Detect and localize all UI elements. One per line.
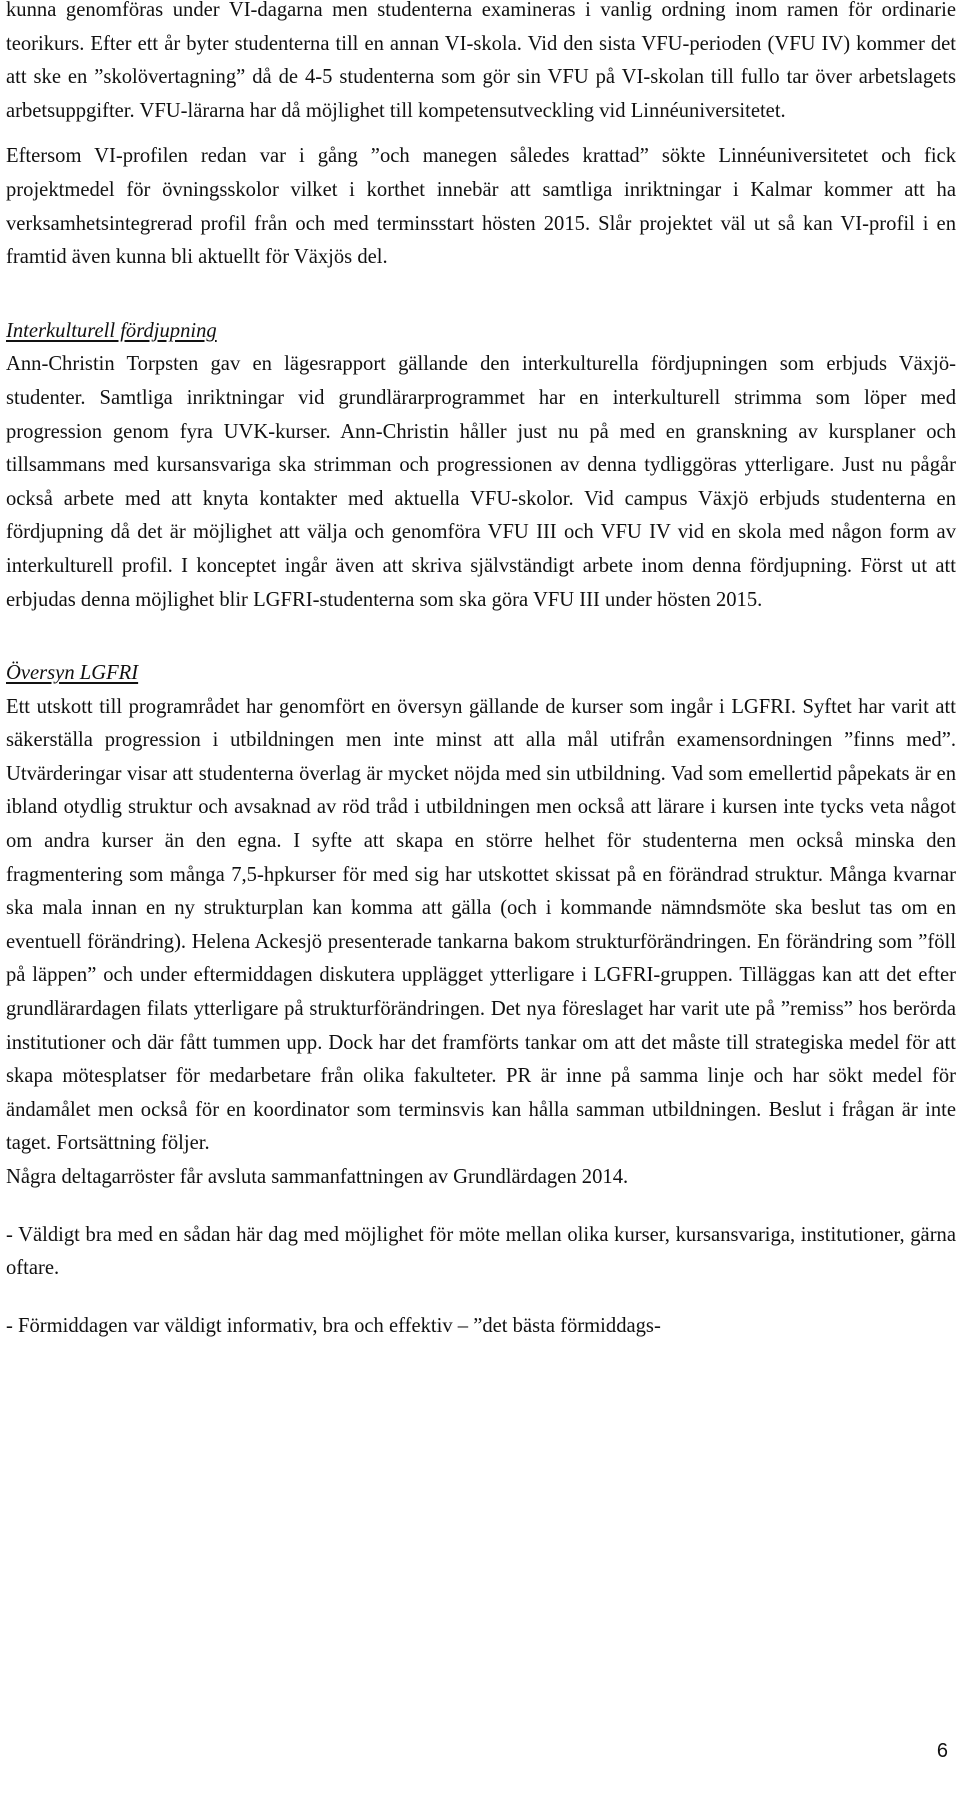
paragraph-oversyn: Ett utskott till programrådet har genomfört en översyn gällande de kurser som ingår i LGFRI. Syftet har varit att säkerställa progression i utbildningen men inte minst att alla mål utifrån examensordningen ”finns med”. Utvärderingar visar att studenterna överlag är mycket nöjda med sin utbildning. Vad som emellertid påpekats är en ibland otydlig struktur och avsaknad av röd tråd i utbildningen men också att lärare i kursen inte tycks veta något om andra kurser än den egna. I syfte att skapa en större helhet för studenterna men också minska den fragmentering som många 7,5-hpkurser för med sig har utskottet skissat på en förändrad struktur. Många kvarnar ska mala innan en ny strukturplan kan komma att gälla (och i kommande nämndsmöte ska beslut tas om en eventuell förändring). Helena Ackesjö presenterade tankarna bakom strukturförändringen. En förändring som ”föll på läppen” och under eftermiddagen diskutera upplägget ytterligare i LGFRI-gruppen. Tilläggas kan att det efter grundlärardagen filats ytterligare på strukturförändringen. Det nya föreslaget har varit ute på ”remiss” hos berörda institutioner och där fått tummen upp. Dock har det framförts tankar om att det måste till strategiska medel för att skapa mötesplatser för medarbetare från olika fakulteter. PR är inne på samma linje och har sökt medel för ändamålet men också för en koordinator som terminsvis kan hålla samman utbildningen. Beslut i frågan är inte taget. Fortsättning följer.: [6, 695, 956, 1155]
section-heading-interkulturell: Interkulturell fördjupning: [6, 319, 217, 342]
paragraph-interkulturell: Ann-Christin Torpsten gav en lägesrapport gällande den interkulturella fördjupningen som erbjuds Växjö-studenter. Samtliga inriktningar vid grundlärarprogrammet har en interkulturell strimma som löper med progression genom fyra UVK-kurser. Ann-Christin håller just nu på med en granskning av kursplaner och tillsammans med kursansvariga ska strimman och progressionen av denna tydliggöras ytterligare. Just nu pågår också arbete med att knyta kontakter med aktuella VFU-skolor. Vid campus Växjö erbjuds studenterna en fördjupning då det är möjlighet att välja och genomföra VFU III och VFU IV vid en skola med någon form av interkulturell profil. I konceptet ingår även att skriva självständigt arbete inom denna fördjupning. Först ut att erbjudas denna möjlighet blir LGFRI-studenterna som ska göra VFU III under hösten 2015.: [6, 353, 956, 611]
section-heading-oversyn: Översyn LGFRI: [6, 662, 139, 685]
document-page: [6, 0, 956, 1343]
quote-item: - Väldigt bra med en sådan här dag med möjlighet för möte mellan olika kurser, kursansvariga, institutioner, gärna oftare.: [6, 1223, 956, 1280]
quote-item: - Förmiddagen var väldigt informativ, bra och effektiv – ”det bästa förmiddags-: [6, 1314, 661, 1337]
paragraph-vfu-vi-skola: kunna genomföras under VI-dagarna men studenterna examineras i vanlig ordning inom ramen för ordinarie teorikurs. Efter ett år byter studenterna till en annan VI-skola. Vid den sista VFU-perioden (VFU IV) kommer det att ske en ”skolövertagning” då de 4-5 studenterna som gör sin VFU på VI-skolan till fullo tar över arbetslagets arbetsuppgifter. VFU-lärarna har då möjlighet till kompetensutveckling vid Linnéuniversitetet.: [6, 0, 956, 122]
paragraph-vi-profil-kalmar: Eftersom VI-profilen redan var i gång ”och manegen således krattad” sökte Linnéuniversitetet och fick projektmedel för övningsskolor vilket i korthet innebär att samtliga inriktningar i Kalmar kommer att ha verksamhetsintegrerad profil från och med terminsstart hösten 2015. Slår projektet väl ut så kan VI-profil i en framtid även kunna bli aktuellt för Växjös del.: [6, 145, 956, 269]
closing-line: Några deltagarröster får avsluta sammanfattningen av Grundlärdagen 2014.: [6, 1166, 629, 1188]
page-number: 6: [936, 1740, 948, 1762]
